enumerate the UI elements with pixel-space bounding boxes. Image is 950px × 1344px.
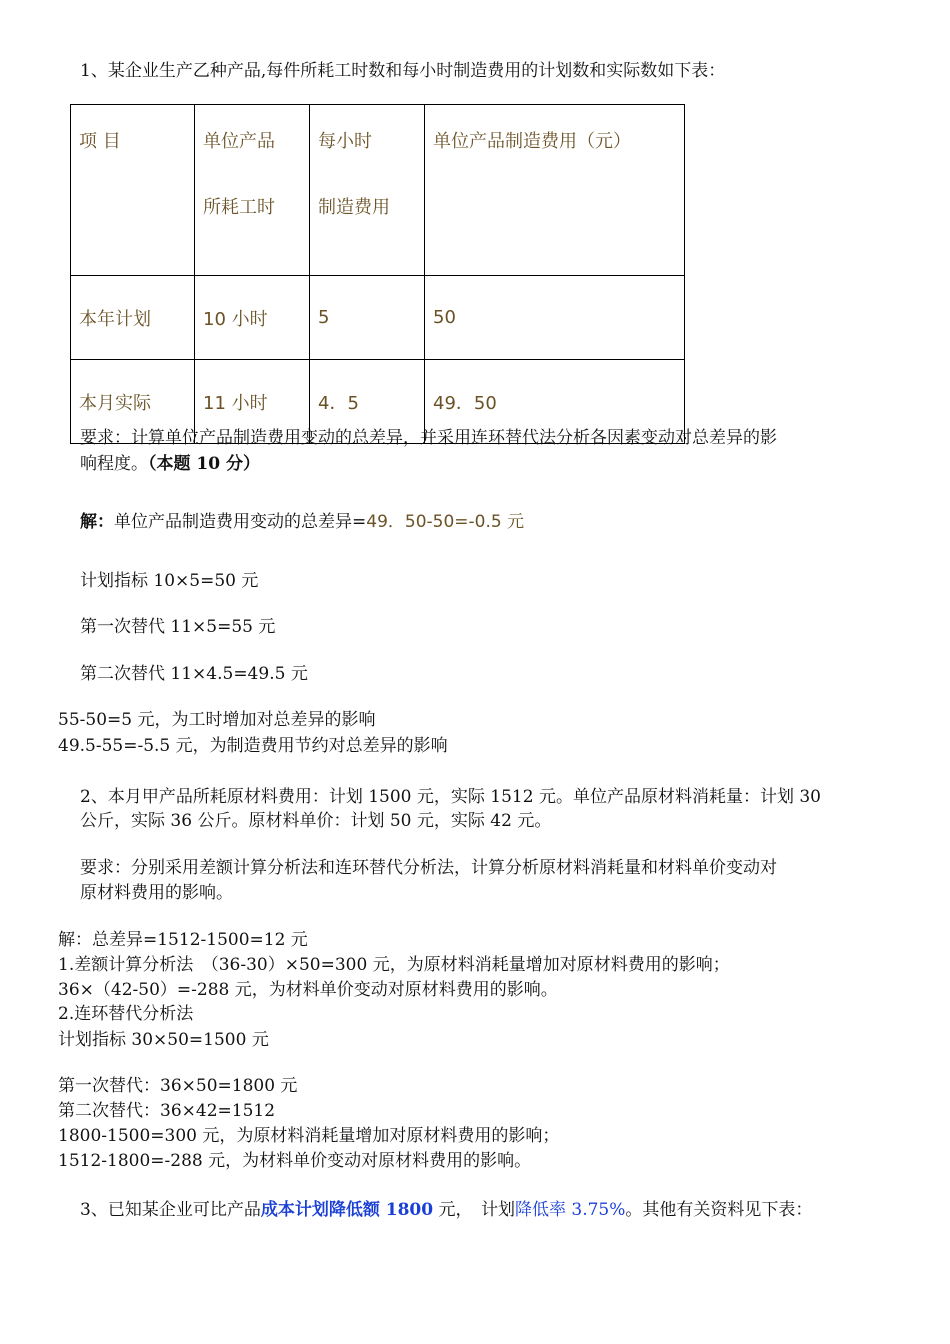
cost-table [70,104,685,444]
table-row [71,276,685,360]
q1-requirement-line1: 要求：计算单位产品制造费用变动的总差异，并采用连环替代法分析各因素变动对总差异的影 [80,428,777,448]
header-hourly-cost: 每小时 制造费用 [310,105,425,276]
q2-method1-b: 36×（42-50）=-288 元，为材料单价变动对原材料费用的影响。 [58,980,558,1000]
table-cell: 本年计划 [71,276,195,360]
q1-substitution-1: 第一次替代 11×5=55 元 [80,617,276,637]
q3-mid: 元， 计划 [433,1200,515,1220]
q3-reduction-rate: 降低率 3.75% [514,1200,626,1220]
table-header-row [71,105,685,276]
q2-substitution-2: 第二次替代：36×42=1512 [58,1101,276,1121]
q1-requirement-line2 [80,453,260,475]
table-cell: 49．50 [425,360,685,444]
q1-substitution-2: 第二次替代 11×4.5=49.5 元 [80,664,308,684]
table-cell: 5 [310,276,425,360]
header-item: 项 目 [71,105,195,276]
q1-solution [80,511,524,533]
table-cell: 4．5 [310,360,425,444]
q3-reduction-amount: 成本计划降低额 1800 [260,1200,434,1220]
table-cell: 11 小时 [195,360,310,444]
solution-label: 解： [80,512,114,532]
table-cell: 10 小时 [195,276,310,360]
q1-effect-1: 55-50=5 元，为工时增加对总差异的影响 [58,710,376,730]
solution-text: 单位产品制造费用变动的总差异= [114,512,367,532]
q3-prefix: 3、已知某企业可比产品 [80,1200,261,1220]
header-unit-cost: 单位产品制造费用（元） [425,105,685,276]
q2-method1: 1.差额计算分析法 （36-30）×50=300 元，为原材料消耗量增加对原材料费用的影响； [58,955,730,975]
q1-requirement-text: 响程度。 [80,454,148,474]
q1-intro: 1、某企业生产乙种产品,每件所耗工时数和每小时制造费用的计划数和实际数如下表： [80,61,726,81]
q2-requirement-line2: 原材料费用的影响。 [80,883,233,903]
table-cell: 50 [425,276,685,360]
q2-intro-line1: 2、本月甲产品所耗原材料费用：计划 1500 元，实际 1512 元。单位产品原材料消耗量：计划 30 [80,787,821,807]
q2-effect-1: 1800-1500=300 元，为原材料消耗量增加对原材料费用的影响； [58,1126,560,1146]
q1-score: （本题 10 分） [148,454,260,474]
header-hours: 单位产品 所耗工时 [195,105,310,276]
q1-effect-2: 49.5-55=-5.5 元，为制造费用节约对总差异的影响 [58,736,448,756]
q2-substitution-1: 第一次替代：36×50=1800 元 [58,1076,298,1096]
solution-value: 49．50-50=-0.5 元 [366,512,525,532]
q2-effect-2: 1512-1800=-288 元，为材料单价变动对原材料费用的影响。 [58,1151,532,1171]
q2-requirement-line1: 要求：分别采用差额计算分析法和连环替代分析法，计算分析原材料消耗量和材料单价变动对 [80,858,777,878]
q3-suffix: 。其他有关资料见下表： [625,1200,813,1220]
q2-plan-index: 计划指标 30×50=1500 元 [58,1030,269,1050]
table-cell: 本月实际 [71,360,195,444]
q2-intro-line2: 公斤，实际 36 公斤。原材料单价：计划 50 元，实际 42 元。 [80,811,552,831]
q2-method2: 2.连环替代分析法 [58,1004,194,1024]
q1-plan-index: 计划指标 10×5=50 元 [80,571,259,591]
q3-intro [80,1199,812,1221]
q2-total-diff: 解：总差异=1512-1500=12 元 [58,930,308,950]
